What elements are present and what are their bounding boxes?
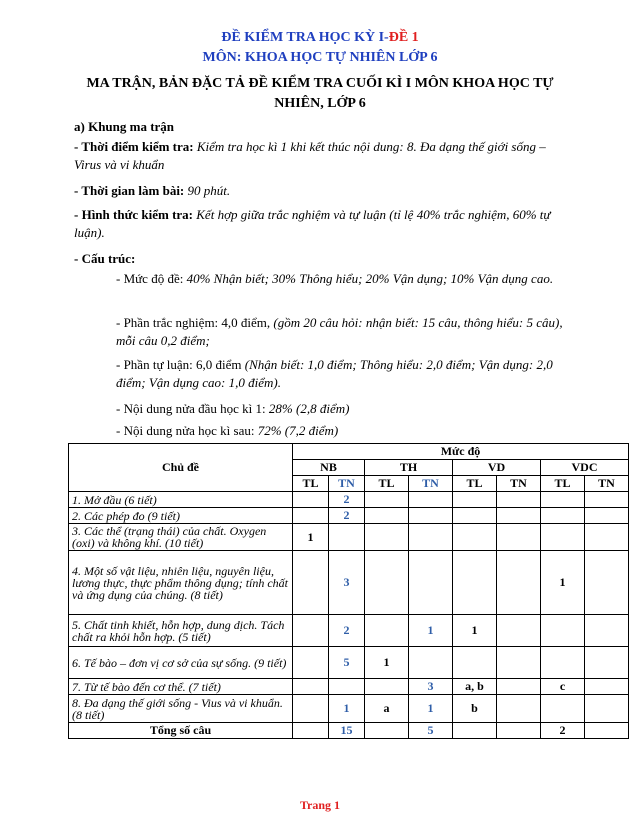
topic-cell: 2. Các phép đo (9 tiết) bbox=[69, 508, 293, 524]
framework-heading-text: a) Khung ma trận bbox=[74, 119, 175, 134]
total-cell: 5 bbox=[409, 723, 453, 739]
count-cell bbox=[293, 492, 329, 508]
page-footer: Trang 1 bbox=[299, 798, 341, 812]
count-cell: 1 bbox=[293, 524, 329, 551]
table-row bbox=[69, 524, 629, 551]
count-cell bbox=[497, 551, 541, 615]
level-header: Mức độ bbox=[293, 444, 629, 460]
count-cell bbox=[365, 524, 409, 551]
count-cell: 2 bbox=[329, 615, 365, 647]
exam-title bbox=[0, 30, 640, 46]
duration bbox=[74, 182, 574, 200]
count-cell bbox=[293, 508, 329, 524]
count-cell bbox=[497, 524, 541, 551]
count-cell bbox=[497, 679, 541, 695]
count-cell bbox=[541, 508, 585, 524]
framework-heading bbox=[74, 118, 574, 136]
first-half-value: 28% (2,8 điểm) bbox=[268, 401, 350, 416]
table-row bbox=[69, 615, 629, 647]
level-prefix: - Mức độ đề: bbox=[116, 271, 184, 286]
count-cell bbox=[453, 551, 497, 615]
count-cell bbox=[585, 679, 629, 695]
time-point-value: Kiểm tra học kì 1 khi kết thúc nội dung: 8. Đa dạng thế giới sống – Virus và vi khuẩn bbox=[74, 139, 546, 172]
second-half-prefix: - Nội dung nửa học kì sau: bbox=[116, 423, 255, 438]
count-cell bbox=[585, 508, 629, 524]
count-cell bbox=[585, 492, 629, 508]
topic-cell: 5. Chất tinh khiết, hỗn hợp, dung dịch. Tách chất ra khỏi hỗn hợp. (5 tiết) bbox=[69, 615, 293, 647]
count-cell: 5 bbox=[329, 647, 365, 679]
count-cell: 1 bbox=[365, 647, 409, 679]
subheader: TL bbox=[293, 476, 329, 492]
count-cell: b bbox=[453, 695, 497, 723]
count-cell bbox=[541, 647, 585, 679]
first-half-prefix: - Nội dung nửa đầu học kì 1: bbox=[116, 401, 266, 416]
count-cell bbox=[497, 695, 541, 723]
total-row bbox=[69, 723, 629, 739]
count-cell bbox=[497, 647, 541, 679]
count-cell: c bbox=[541, 679, 585, 695]
count-cell bbox=[497, 492, 541, 508]
count-cell: 1 bbox=[329, 695, 365, 723]
count-cell: 1 bbox=[409, 695, 453, 723]
level-value: 40% Nhận biết; 30% Thông hiểu; 20% Vận dụng; 10% Vận dụng cao. bbox=[186, 271, 554, 286]
count-cell: a, b bbox=[453, 679, 497, 695]
subheader: TN bbox=[409, 476, 453, 492]
count-cell bbox=[453, 492, 497, 508]
structure-heading bbox=[74, 250, 574, 268]
duration-value: 90 phút. bbox=[187, 183, 231, 198]
topic-cell: 4. Một số vật liệu, nhiên liệu, nguyên liệu, lương thực, thực phẩm thông dụng; tính chất và ứng dụng của chúng. (8 tiết) bbox=[69, 551, 293, 615]
count-cell: 1 bbox=[453, 615, 497, 647]
count-cell bbox=[329, 679, 365, 695]
group-header: NB bbox=[293, 460, 365, 476]
subheader: TL bbox=[541, 476, 585, 492]
count-cell bbox=[541, 524, 585, 551]
matrix-title-line2: NHIÊN, LỚP 6 bbox=[274, 96, 366, 111]
count-cell bbox=[293, 679, 329, 695]
count-cell bbox=[409, 492, 453, 508]
total-cell: 2 bbox=[541, 723, 585, 739]
topic-cell: 6. Tế bào – đơn vị cơ sở của sự sống. (9 tiết) bbox=[69, 647, 293, 679]
count-cell bbox=[293, 647, 329, 679]
table-row bbox=[69, 647, 629, 679]
table-row bbox=[69, 492, 629, 508]
structure-label: - Cấu trúc: bbox=[74, 251, 136, 266]
table-row bbox=[69, 679, 629, 695]
table-row bbox=[69, 508, 629, 524]
mc-value: (gồm 20 câu hỏi: nhận biết: 15 câu, thông hiểu: 5 câu), mỗi câu 0,2 điểm; bbox=[116, 315, 563, 348]
level-line bbox=[116, 270, 566, 288]
exam-title-main: ĐỀ KIỂM TRA HỌC KỲ I- bbox=[221, 30, 389, 45]
total-cell bbox=[453, 723, 497, 739]
count-cell bbox=[293, 551, 329, 615]
count-cell bbox=[541, 695, 585, 723]
count-cell bbox=[453, 524, 497, 551]
topic-cell: 1. Mở đầu (6 tiết) bbox=[69, 492, 293, 508]
subject-title: MÔN: KHOA HỌC TỰ NHIÊN LỚP 6 bbox=[202, 50, 438, 65]
essay-prefix: - Phần tự luận: 6,0 điểm bbox=[116, 357, 242, 372]
count-cell bbox=[293, 695, 329, 723]
duration-label: - Thời gian làm bài: bbox=[74, 183, 185, 198]
subheader: TL bbox=[365, 476, 409, 492]
count-cell bbox=[585, 695, 629, 723]
exam-title-code: ĐỀ 1 bbox=[388, 30, 419, 45]
count-cell bbox=[329, 524, 365, 551]
table-row bbox=[69, 551, 629, 615]
total-cell bbox=[293, 723, 329, 739]
count-cell: 3 bbox=[409, 679, 453, 695]
count-cell bbox=[585, 647, 629, 679]
count-cell bbox=[541, 615, 585, 647]
first-half-line bbox=[116, 400, 566, 418]
count-cell: 2 bbox=[329, 508, 365, 524]
count-cell: 3 bbox=[329, 551, 365, 615]
group-header: TH bbox=[365, 460, 453, 476]
count-cell bbox=[453, 647, 497, 679]
count-cell bbox=[293, 615, 329, 647]
total-cell bbox=[585, 723, 629, 739]
total-cell bbox=[497, 723, 541, 739]
count-cell bbox=[409, 647, 453, 679]
count-cell bbox=[453, 508, 497, 524]
mc-line bbox=[116, 314, 566, 350]
topic-header: Chủ đề bbox=[69, 444, 293, 492]
count-cell: 1 bbox=[541, 551, 585, 615]
total-cell bbox=[365, 723, 409, 739]
subheader: TN bbox=[585, 476, 629, 492]
matrix-title bbox=[0, 74, 640, 114]
count-cell bbox=[409, 524, 453, 551]
mc-prefix: - Phần trắc nghiệm: 4,0 điểm, bbox=[116, 315, 271, 330]
format-value: Kết hợp giữa trắc nghiệm và tự luận (tỉ lệ 40% trắc nghiệm, 60% tự luận). bbox=[74, 207, 551, 240]
count-cell: a bbox=[365, 695, 409, 723]
table-row bbox=[69, 695, 629, 723]
format-label: - Hình thức kiểm tra: bbox=[74, 207, 194, 222]
exam-format bbox=[74, 206, 574, 242]
topic-cell: 8. Đa dạng thế giới sống - Vius và vi khuẩn. (8 tiết) bbox=[69, 695, 293, 723]
count-cell bbox=[409, 551, 453, 615]
subheader: TL bbox=[453, 476, 497, 492]
matrix-table bbox=[68, 443, 629, 739]
count-cell bbox=[365, 551, 409, 615]
count-cell bbox=[497, 615, 541, 647]
second-half-value: 72% (7,2 điểm) bbox=[257, 423, 339, 438]
count-cell bbox=[365, 679, 409, 695]
time-point-label: - Thời điểm kiểm tra: bbox=[74, 139, 194, 154]
count-cell bbox=[365, 508, 409, 524]
topic-cell: 3. Các thể (trạng thái) của chất. Oxygen (oxi) và không khí. (10 tiết) bbox=[69, 524, 293, 551]
topic-cell: 7. Từ tế bào đến cơ thể. (7 tiết) bbox=[69, 679, 293, 695]
group-header: VDC bbox=[541, 460, 629, 476]
count-cell bbox=[585, 551, 629, 615]
essay-line bbox=[116, 356, 566, 392]
group-header: VD bbox=[453, 460, 541, 476]
count-cell bbox=[365, 492, 409, 508]
count-cell: 1 bbox=[409, 615, 453, 647]
count-cell bbox=[585, 524, 629, 551]
count-cell: 2 bbox=[329, 492, 365, 508]
total-label: Tổng số câu bbox=[69, 723, 293, 739]
count-cell bbox=[365, 615, 409, 647]
time-point bbox=[74, 138, 574, 174]
essay-value: (Nhận biết: 1,0 điểm; Thông hiểu: 2,0 điểm; Vận dụng: 2,0 điểm; Vận dụng cao: 1,0 điểm). bbox=[116, 357, 553, 390]
subheader: TN bbox=[497, 476, 541, 492]
total-cell: 15 bbox=[329, 723, 365, 739]
subheader: TN bbox=[329, 476, 365, 492]
matrix-title-line1: MA TRẬN, BẢN ĐẶC TẢ ĐỀ KIỂM TRA CUỐI KÌ I MÔN KHOA HỌC TỰ bbox=[86, 76, 554, 91]
second-half-line bbox=[116, 422, 566, 440]
count-cell bbox=[585, 615, 629, 647]
count-cell bbox=[541, 492, 585, 508]
count-cell bbox=[497, 508, 541, 524]
count-cell bbox=[409, 508, 453, 524]
